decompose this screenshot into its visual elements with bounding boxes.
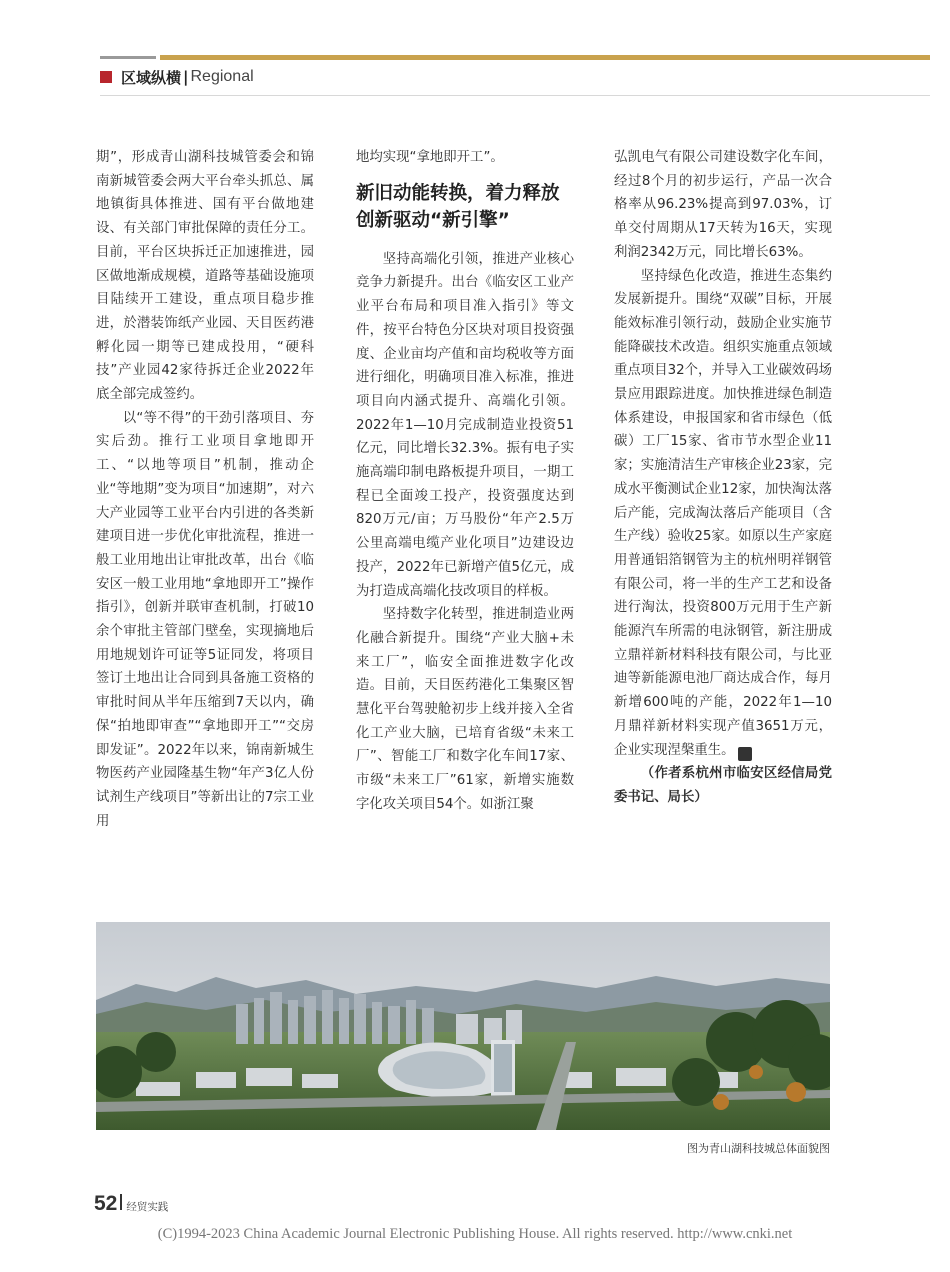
paragraph-text: 坚持绿色化改造，推进生态集约发展新提升。围绕“双碳”目标，开展能效标准引领行动，鼓励企业实施节能降碳技术改造。组织实施重点领域重点项目32个，并导入工业碳效码场景应用跟踪进度。加快推进绿色制造体系建设，申报国家和省市绿色（低碳）工厂15家、省市节水型企业11家；实施清洁生产审核企业23家，完成水平衡测试企业12家，加快淘汰落后产能，完成淘汰落后产能项目（含生产线）验收25家。如原以生产家庭用普通铝箔钢管为主的杭州明祥钢管有限公司，将一半的生产工艺和设备进行淘汰，投资800万元用于生产新能源汽车所需的电泳钢管，新注册成立鼎祥新材料科技有限公司，与比亚迪等新能源电池厂商达成合作，每月新增600吨的产能，2022年1—10月鼎祥新材料实现产值3651万元，企业实现涅槃重生。 (614, 268, 832, 758)
paragraph (614, 265, 832, 763)
page-folio (94, 1192, 168, 1216)
publication-name: 经贸实践 (126, 1201, 169, 1213)
folio-divider (120, 1194, 122, 1210)
paragraph: 坚持数字化转型，推进制造业两化融合新提升。围绕“产业大脑+未来工厂”，临安全面推进数字化改造。目前，天目医药港化工集聚区智慧化平台驾驶舱初步上线并接入全省化工产业大脑，已培育省级“未来工厂”、智能工厂和数字化车间17家、市级“未来工厂”61家，新增实施数字化攻关项目54个。如浙江聚 (356, 607, 574, 812)
section-heading: 新旧动能转换，着力释放创新驱动“新引擎” (356, 182, 560, 231)
header-rule-gold (160, 55, 930, 60)
section-title-zh: 区域纵横 (121, 68, 182, 87)
copyright-notice: (C)1994-2023 China Academic Journal Electronic Publishing House. All rights reserved. http://www.cnki.net (157, 1226, 793, 1242)
author-note: （作者系杭州市临安区经信局党委书记、局长） (614, 766, 832, 805)
article-column-3 (614, 146, 832, 810)
paragraph: 以“等不得”的干劲引落项目、夯实后劲。推行工业项目拿地即开工、“以地等项目”机制，推动企业“等地期”变为项目“加速期”，对六大产业园等工业平台内引进的各类新建项目进一步优化审批流程，推进一般工业用地出让审批改革，出台《临安区一般工业用地“拿地即开工”操作指引》，创新并联审查机制，打破10余个审批主管部门壁垒，实现摘地后用地规划许可证等5证同发，将项目签订土地出让合同到具备施工资格的审批时间从半年压缩到7天以内，确保“拍地即审查”“拿地即开工”“交房即发证”。2022年以来，锦南新城生物医药产业园隆基生物“年产3亿人份试剂生产线项目”等新出让的7宗工业用 (96, 410, 314, 829)
header-rule-gray (100, 56, 156, 59)
header-divider (100, 95, 930, 96)
city-panorama-photo (96, 922, 830, 1130)
paragraph: 期”，形成青山湖科技城管委会和锦南新城管委会两大平台牵头抓总、属地镇街具体推进、国有平台做地建设、有关部门审批保障的责任分工。目前，平台区块拆迁正加速推进，园区做地渐成规模，道路等基础设施项目陆续开工建设，重点项目稳步推进，於潜装饰纸产业园、天目医药港孵化园一期等已建成投用，“硬科技”产业园42家待拆迁企业2022年底全部完成签约。 (96, 150, 314, 403)
section-header (100, 66, 254, 88)
paragraph: 地均实现“拿地即开工”。 (356, 150, 504, 165)
page-number: 52 (94, 1192, 118, 1215)
photo-caption: 图为青山湖科技城总体面貌图 (687, 1142, 830, 1155)
paragraph: 弘凯电气有限公司建设数字化车间，经过8个月的初步运行，产品一次合格率从96.23%提高到97.03%，订单交付周期从17天转为16天，实现利润2342万元，同比增长63%。 (614, 150, 832, 260)
section-marker-icon (100, 71, 112, 83)
paragraph: 坚持高端化引领，推进产业核心竞争力新提升。出台《临安区工业产业平台布局和项目准入指引》等文件，按平台特色分区块对项目投资强度、企业亩均产值和亩均税收等方面进行细化，明确项目准入标准，推进项目向内涵式提升、高端化引领。2022年1—10月完成制造业投资51亿元，同比增长32.3%。振有电子实施高端印制电路板提升项目，一期工程已全面竣工投产，投资强度达到820万元/亩；万马股份“年产2.5万公里高端电缆产业化项目”边建设边投产，2022年已新增产值5亿元，成为打造成高端化技改项目的样板。 (356, 251, 574, 599)
article-column-1 (96, 146, 314, 833)
section-title-en: Regional (190, 68, 254, 85)
article-column-2 (356, 146, 574, 817)
section-separator: | (183, 68, 189, 86)
end-mark-icon: 经 (738, 747, 752, 761)
